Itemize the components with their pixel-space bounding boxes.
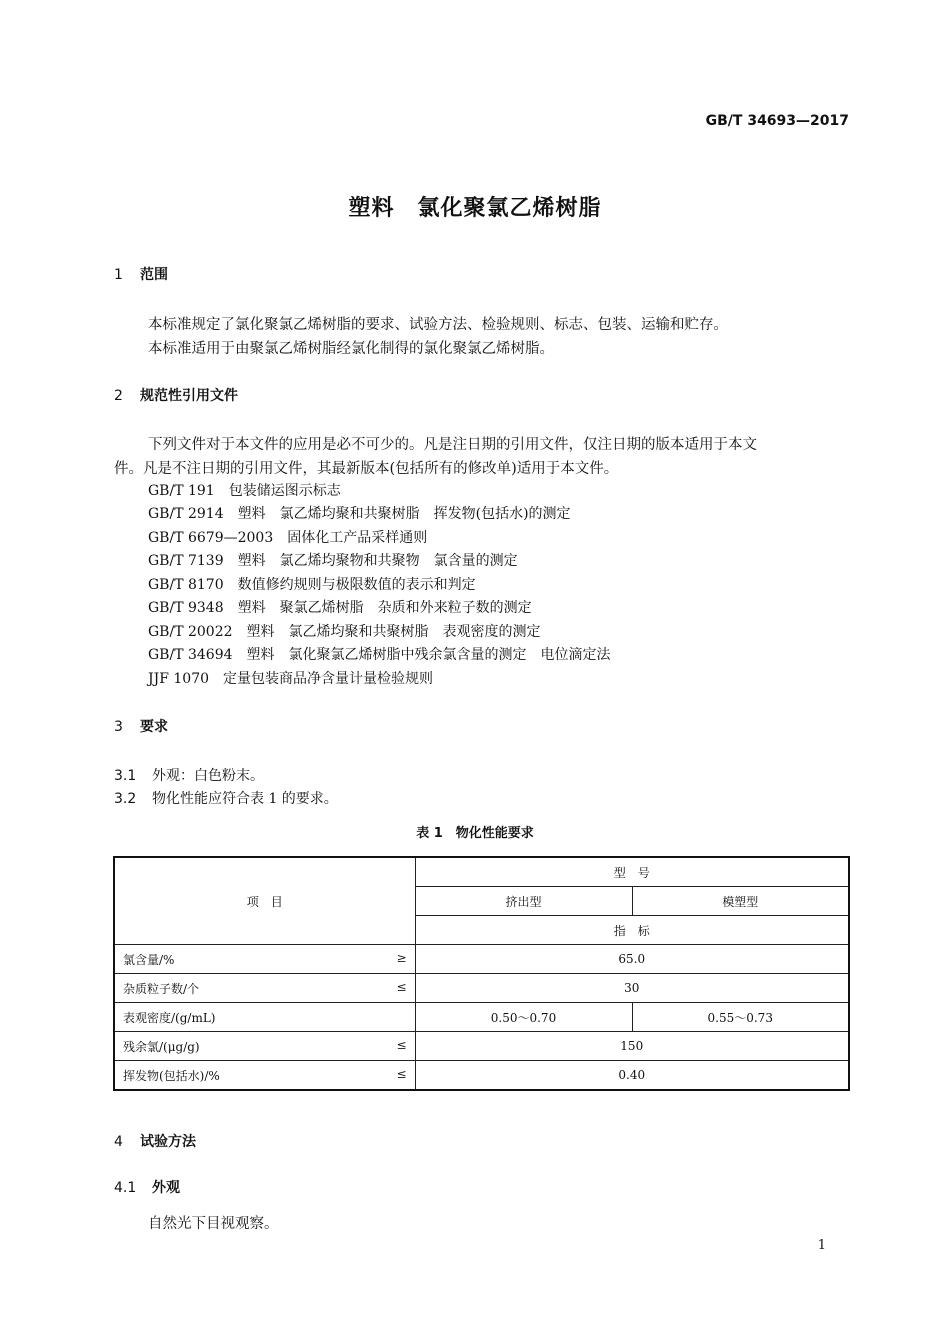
- table-row: [114, 974, 849, 1003]
- section-1-heading: [114, 264, 168, 284]
- row-symbol: ≤: [396, 1066, 407, 1081]
- section-4-heading: [114, 1131, 196, 1151]
- type-header: 型 号: [415, 857, 849, 887]
- row-label-cell: [114, 1061, 415, 1091]
- row-value-molding: 0.55～0.73: [632, 1003, 849, 1032]
- section-title: 试验方法: [140, 1134, 196, 1150]
- section-title: 规范性引用文件: [140, 388, 238, 404]
- section-number: 1: [114, 267, 123, 283]
- row-symbol: ≥: [396, 950, 407, 965]
- reference-item: GB/T 8170 数值修约规则与极限数值的表示和判定: [148, 577, 476, 593]
- clause-text: 物化性能应符合表 1 的要求。: [152, 791, 338, 807]
- row-label-cell: [114, 945, 415, 974]
- row-value: 150: [415, 1032, 849, 1061]
- reference-item: GB/T 7139 塑料 氯乙烯均聚物和共聚物 氯含量的测定: [148, 553, 518, 569]
- section-title: 范围: [140, 267, 168, 283]
- index-header: 指 标: [415, 916, 849, 945]
- row-value-extrusion: 0.50～0.70: [415, 1003, 632, 1032]
- row-value: 65.0: [415, 945, 849, 974]
- section-number: 4: [114, 1134, 123, 1150]
- clause-number: 4.1: [114, 1180, 137, 1196]
- standard-code: GB/T 34693—2017: [705, 113, 849, 129]
- row-value: 0.40: [415, 1061, 849, 1091]
- clause-number: 3.1: [114, 768, 137, 784]
- paragraph: 下列文件对于本文件的应用是必不可少的。凡是注日期的引用文件，仅注日期的版本适用于本文: [148, 437, 757, 453]
- section-number: 2: [114, 388, 123, 404]
- row-value: 30: [415, 974, 849, 1003]
- requirements-table: [113, 856, 850, 1091]
- clause-title: 外观: [152, 1180, 180, 1196]
- item-header: 项 目: [114, 857, 415, 945]
- row-symbol: ≤: [396, 979, 407, 994]
- row-symbol: ≤: [396, 1037, 407, 1052]
- reference-item: GB/T 191 包装储运图示标志: [148, 483, 341, 499]
- clause-number: 3.2: [114, 791, 137, 807]
- reference-item: GB/T 34694 塑料 氯化聚氯乙烯树脂中残余氯含量的测定 电位滴定法: [148, 647, 611, 663]
- reference-item: GB/T 9348 塑料 聚氯乙烯树脂 杂质和外来粒子数的测定: [148, 600, 532, 616]
- reference-item: GB/T 20022 塑料 氯乙烯均聚和共聚树脂 表观密度的测定: [148, 624, 541, 640]
- row-label: 表观密度/(g/mL): [123, 1010, 216, 1025]
- col-header-molding: 模塑型: [632, 887, 849, 916]
- reference-item: GB/T 6679—2003 固体化工产品采样通则: [148, 530, 428, 546]
- clause-4-1-heading: [114, 1177, 180, 1197]
- row-label: 残余氯/(μg/g): [123, 1039, 200, 1054]
- table-row: [114, 945, 849, 974]
- row-label: 氯含量/%: [123, 952, 175, 967]
- paragraph: 本标准适用于由聚氯乙烯树脂经氯化制得的氯化聚氯乙烯树脂。: [148, 341, 554, 357]
- section-2-heading: [114, 385, 238, 405]
- row-label-cell: [114, 1032, 415, 1061]
- row-label: 挥发物(包括水)/%: [123, 1068, 220, 1083]
- section-3-heading: [114, 716, 168, 736]
- page-number: 1: [817, 1238, 826, 1253]
- col-header-extrusion: 挤出型: [415, 887, 632, 916]
- paragraph: 件。凡是不注日期的引用文件，其最新版本(包括所有的修改单)适用于本文件。: [114, 461, 619, 477]
- table-caption: 表 1 物化性能要求: [416, 826, 534, 841]
- reference-item: JJF 1070 定量包装商品净含量计量检验规则: [148, 671, 434, 687]
- paragraph: 本标准规定了氯化聚氯乙烯树脂的要求、试验方法、检验规则、标志、包装、运输和贮存。: [148, 317, 728, 333]
- row-label-cell: [114, 974, 415, 1003]
- clause-3-2: [114, 788, 338, 808]
- document-title: 塑料 氯化聚氯乙烯树脂: [348, 196, 602, 221]
- table-row: [114, 1003, 849, 1032]
- clause-text: 外观：白色粉末。: [152, 768, 264, 784]
- table-row: [114, 1032, 849, 1061]
- table-row: [114, 1061, 849, 1091]
- row-label-cell: [114, 1003, 415, 1032]
- paragraph: 自然光下目视观察。: [148, 1216, 279, 1232]
- reference-item: GB/T 2914 塑料 氯乙烯均聚和共聚树脂 挥发物(包括水)的测定: [148, 506, 571, 522]
- row-label: 杂质粒子数/个: [123, 981, 200, 996]
- clause-3-1: [114, 765, 264, 785]
- section-title: 要求: [140, 719, 168, 735]
- section-number: 3: [114, 719, 123, 735]
